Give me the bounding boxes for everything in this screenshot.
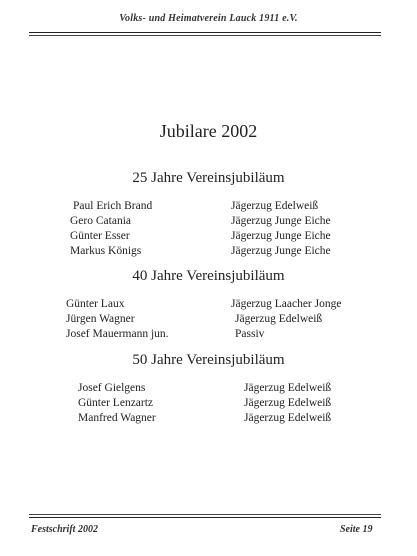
member-club: Passiv	[235, 328, 265, 340]
member-club: Jägerzug Laacher Jonge	[231, 298, 342, 310]
member-name: Günter Lenzartz	[78, 397, 154, 409]
footer-publication: Festschrift 2002	[31, 524, 98, 535]
member-club: Jägerzug Junge Eiche	[231, 245, 331, 257]
member-club: Jägerzug Edelweiß	[235, 313, 323, 325]
member-name: Günter Laux	[66, 298, 125, 310]
member-name: Josef Mauermann jun.	[66, 328, 169, 340]
member-name: Markus Königs	[70, 245, 142, 257]
member-club: Jägerzug Junge Eiche	[231, 215, 331, 227]
footer-divider-thin	[29, 514, 381, 515]
member-name: Paul Erich Brand	[73, 200, 153, 212]
footer-divider	[29, 517, 381, 518]
header-divider-thin	[29, 35, 381, 36]
member-club: Jägerzug Edelweiß	[244, 412, 332, 424]
section-heading-50-years: 50 Jahre Vereinsjubiläum	[132, 352, 285, 368]
member-name: Günter Esser	[70, 230, 130, 242]
member-name: Jürgen Wagner	[66, 313, 135, 325]
section-heading-25-years: 25 Jahre Vereinsjubiläum	[132, 170, 285, 186]
header-divider	[29, 32, 381, 33]
member-club: Jägerzug Edelweiß	[231, 200, 319, 212]
member-name: Josef Gielgens	[78, 382, 146, 394]
page-title: Jubilare 2002	[159, 121, 258, 141]
section-heading-40-years: 40 Jahre Vereinsjubiläum	[132, 268, 285, 284]
header-title: Volks- und Heimatverein Lauck 1911 e.V.	[119, 13, 298, 24]
member-name: Manfred Wagner	[78, 412, 156, 424]
member-name: Gero Catania	[70, 215, 131, 227]
member-club: Jägerzug Edelweiß	[244, 382, 332, 394]
member-club: Jägerzug Edelweiß	[244, 397, 332, 409]
footer-page-number: Seite 19	[340, 524, 373, 535]
member-club: Jägerzug Junge Eiche	[231, 230, 331, 242]
